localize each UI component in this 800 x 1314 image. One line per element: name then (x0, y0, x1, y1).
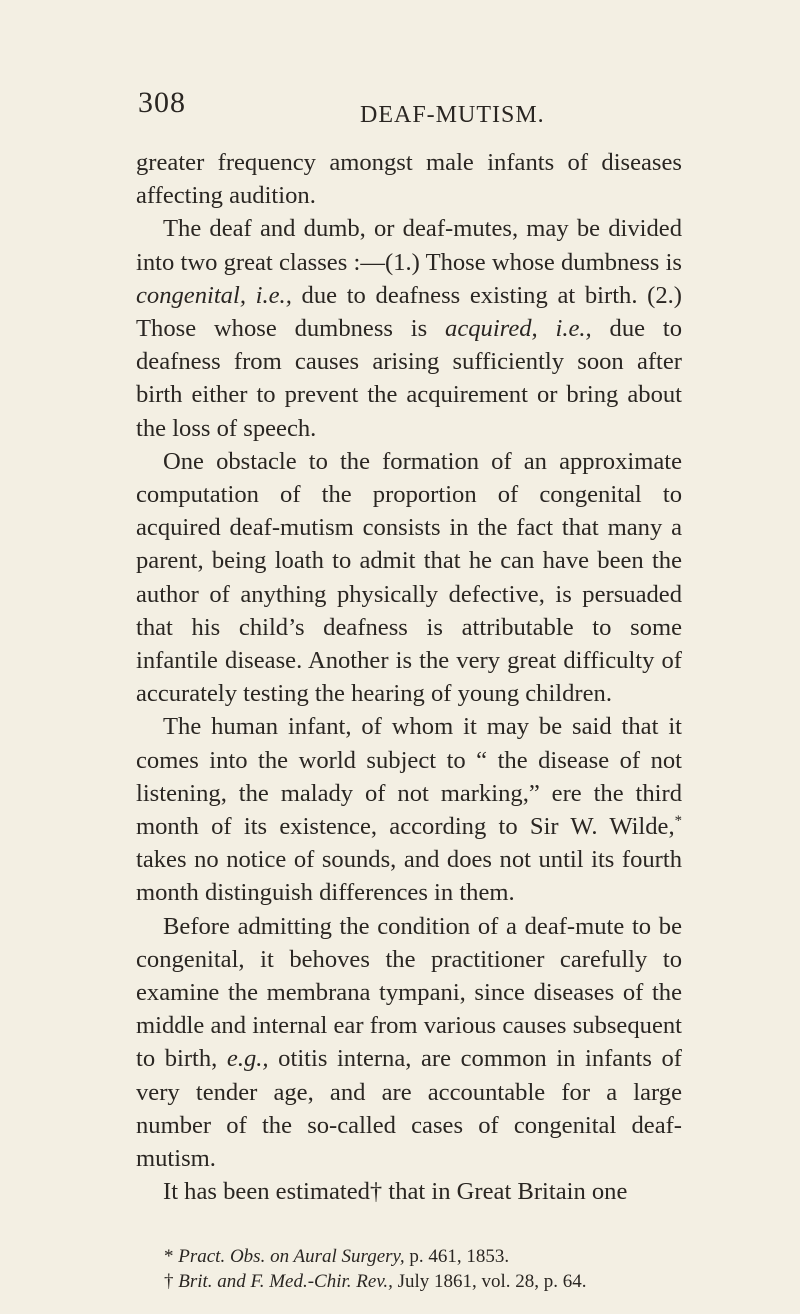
footnote-1 (136, 1244, 696, 1269)
paragraph-2-text-c: due to deafness existing at birth. (2.) Those whose dumbness is (136, 281, 682, 343)
paragraph-2-text-e: due to deafness from causes arising sufficiently soon after birth either to prevent the acquirement or bring about the loss of speech. (136, 315, 682, 442)
italic-eg: e.g., (226, 1045, 269, 1073)
footnotes (136, 1244, 696, 1294)
paragraph-5 (136, 910, 682, 1176)
running-title: DEAF-MUTISM. (360, 102, 545, 128)
footnote-1-rest: p. 461, 1853. (404, 1246, 510, 1267)
page-number: 308 (138, 86, 186, 119)
italic-congenital: congenital, i.e., (136, 281, 292, 309)
paragraph-2-text-a: The deaf and dumb, or deaf-mutes, may be divided into two great classes :—(1.) Those whose dumbness is (136, 215, 682, 276)
footnote-2-title: Brit. and F. Med.-Chir. Rev., (178, 1271, 393, 1292)
italic-acquired: acquired, i.e., (445, 315, 592, 343)
footnote-ref-1: * (674, 812, 682, 829)
footnote-1-mark: * (164, 1246, 179, 1267)
paragraph-6-text-a: It has been estimated (163, 1178, 370, 1206)
footnote-ref-2: † (369, 1178, 383, 1206)
paragraph-1: greater frequency amongst male infants of diseases affecting audition. (136, 149, 682, 210)
paragraph-4-text-b: takes no notice of sounds, and does not until its fourth month distinguish differences in them. (136, 846, 682, 907)
footnote-2-mark: † (164, 1271, 179, 1292)
paragraph-4 (136, 710, 682, 909)
paragraph-4-text-a: The human infant, of whom it may be said that it comes into the world subject to “ the disease of not listening, the malady of not marking,” ere the third month of its existence, according to Sir W. Wilde, (136, 713, 682, 841)
paragraph-6-text-b: that in Great Britain one (382, 1178, 628, 1206)
footnote-1-title: Pract. Obs. on Aural Surgery, (178, 1246, 405, 1267)
paragraph-5-text-a: Before admitting the condition of a deaf-mute to be congenital, it behoves the practitioner carefully to examine the membrana tympani, since diseases of the middle and internal ear from various causes subsequent to birth, (136, 912, 682, 1073)
paragraph-5-text-c: otitis interna, are common in infants of very tender age, and are accountable for a large number of the so-called cases of congenital deaf-mutism. (136, 1045, 683, 1173)
paragraph-3: One obstacle to the formation of an approximate computation of the proportion of congenital to acquired deaf-mutism consists in the fact that many a parent, being loath to admit that he can have been the author of anything physically defective, is persuaded that his child’s deafness is attributable to some infantile disease. Another is the very great difficulty of accurately testing the hearing of young children. (136, 447, 682, 708)
footnote-2-rest: July 1861, vol. 28, p. 64. (392, 1271, 587, 1292)
paragraph-6 (136, 1175, 682, 1208)
body-text (136, 146, 682, 1209)
paragraph-2 (136, 212, 682, 444)
footnote-2 (136, 1269, 696, 1294)
